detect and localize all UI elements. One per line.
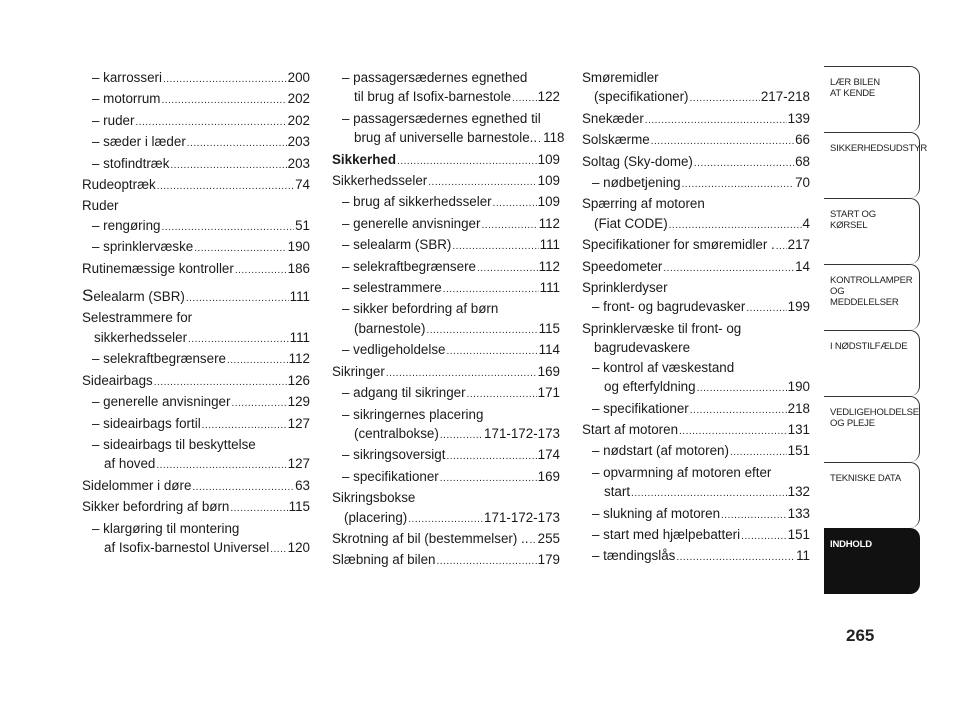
index-entry bbox=[582, 399, 810, 420]
dot-leader bbox=[227, 351, 288, 370]
entry-text: Solskærme bbox=[582, 132, 650, 148]
chapter-tab-label: SIKKERHEDSUDSTYR bbox=[830, 143, 928, 154]
index-entry bbox=[582, 235, 810, 256]
entry-page: 112 bbox=[288, 351, 310, 367]
entry-text: (barnestole) bbox=[354, 320, 426, 336]
entry-page: 126 bbox=[287, 372, 310, 388]
entry-page: 120 bbox=[287, 539, 310, 555]
dot-leader bbox=[477, 259, 538, 278]
dot-leader bbox=[481, 216, 537, 235]
index-entry bbox=[582, 482, 810, 503]
entry-text: – adgang til sikringer bbox=[342, 385, 466, 401]
entry-text: Rudeoptræk bbox=[82, 177, 156, 193]
dot-leader bbox=[721, 506, 787, 525]
chapter-tab[interactable] bbox=[824, 132, 928, 198]
index-entry bbox=[582, 463, 810, 482]
index-entry bbox=[332, 87, 560, 108]
entry-page: 122 bbox=[537, 89, 560, 105]
index-entry bbox=[82, 89, 310, 110]
entry-page: 63 bbox=[295, 477, 310, 493]
entry-text: af hoved bbox=[104, 456, 156, 472]
dot-leader bbox=[440, 469, 537, 488]
entry-text: – vedligeholdelse bbox=[342, 342, 446, 358]
dot-leader bbox=[192, 478, 294, 497]
entry-page: 66 bbox=[795, 132, 810, 148]
dot-leader bbox=[161, 91, 286, 110]
dot-leader bbox=[467, 385, 537, 404]
entry-text: – kontrol af væskestand bbox=[592, 359, 735, 375]
entry-text: – sideairbags fortil bbox=[92, 415, 201, 431]
entry-text: – sikringsoversigt bbox=[342, 447, 446, 463]
entry-page: 218 bbox=[787, 400, 810, 416]
index-entry bbox=[582, 297, 810, 318]
entry-text: (placering) bbox=[344, 509, 408, 525]
entry-text: – motorrum bbox=[92, 91, 161, 107]
dot-leader bbox=[663, 259, 794, 278]
dot-leader bbox=[156, 456, 286, 475]
entry-text: – slukning af motoren bbox=[592, 505, 721, 521]
chapter-tab[interactable] bbox=[824, 528, 920, 594]
entry-text: Selealarm (SBR) bbox=[82, 286, 185, 306]
entry-page: 74 bbox=[295, 177, 310, 193]
dot-leader bbox=[446, 447, 536, 466]
entry-text: Sikringer bbox=[332, 363, 385, 379]
index-entry bbox=[332, 445, 560, 466]
entry-page: 169 bbox=[537, 363, 560, 379]
entry-page: 115 bbox=[288, 499, 310, 515]
entry-text: Selestrammere for bbox=[82, 310, 193, 326]
index-entry bbox=[82, 538, 310, 559]
dot-leader bbox=[730, 443, 787, 462]
dot-leader bbox=[202, 416, 287, 435]
entry-text: (specifikationer) bbox=[594, 89, 689, 105]
dot-leader bbox=[440, 426, 483, 445]
entry-text: Spærring af motoren bbox=[582, 196, 705, 212]
index-entry bbox=[82, 308, 310, 327]
dot-leader bbox=[529, 531, 536, 550]
dot-leader bbox=[194, 239, 286, 258]
entry-text: – rengøring bbox=[92, 217, 161, 233]
entry-text: (centralbokse) bbox=[354, 425, 439, 441]
entry-page: 203 bbox=[287, 155, 310, 171]
entry-page: 111 bbox=[289, 289, 310, 305]
index-entry bbox=[332, 508, 560, 529]
index-column-2 bbox=[332, 68, 565, 572]
index-entry bbox=[332, 235, 560, 256]
entry-text: Soltag (Sky-dome) bbox=[582, 153, 693, 169]
entry-text: – passagersædernes egnethed bbox=[342, 70, 528, 85]
dot-leader bbox=[157, 177, 294, 196]
dot-leader bbox=[741, 527, 787, 546]
chapter-tab-label: LÆR BILEN bbox=[830, 77, 880, 88]
index-entry bbox=[82, 111, 310, 132]
entry-text: – brug af sikkerhedsseler bbox=[342, 194, 492, 210]
index-entry bbox=[582, 338, 810, 357]
entry-page: 179 bbox=[537, 552, 560, 568]
index-entry bbox=[332, 340, 560, 361]
entry-page: 174 bbox=[537, 447, 560, 463]
entry-text: – tændingslås bbox=[592, 548, 676, 564]
index-entry bbox=[82, 237, 310, 258]
index-entry bbox=[332, 488, 560, 507]
entry-page: 190 bbox=[287, 239, 310, 255]
index-entry bbox=[332, 278, 560, 299]
index-entry bbox=[82, 132, 310, 153]
entry-page: 217-218 bbox=[760, 89, 810, 105]
dot-leader bbox=[690, 401, 787, 420]
entry-text: Specifikationer for smøremidler . bbox=[582, 237, 775, 253]
index-entry bbox=[582, 257, 810, 278]
index-entry bbox=[82, 414, 310, 435]
index-entry bbox=[332, 424, 560, 445]
index-entry bbox=[332, 467, 560, 488]
index-entry bbox=[582, 109, 810, 130]
dot-leader bbox=[188, 330, 289, 349]
chapter-tabs bbox=[824, 66, 928, 594]
index-entry bbox=[332, 257, 560, 278]
dot-leader bbox=[186, 289, 289, 308]
chapter-tab-label: I NØDSTILFÆLDE bbox=[830, 341, 908, 352]
entry-text: – nødbetjening bbox=[592, 175, 681, 191]
chapter-tab-label: AT KENDE bbox=[830, 88, 876, 99]
entry-text: Sideairbags bbox=[82, 372, 153, 388]
index-entry bbox=[582, 377, 810, 398]
dot-leader bbox=[493, 194, 537, 213]
entry-text: Sikringsbokse bbox=[332, 490, 416, 506]
index-entry bbox=[82, 497, 310, 518]
entry-page: 171 bbox=[537, 385, 560, 401]
dot-leader bbox=[397, 152, 537, 171]
entry-page: 202 bbox=[287, 91, 310, 107]
entry-page: 4 bbox=[802, 215, 810, 231]
entry-text: og efterfyldning bbox=[604, 379, 696, 395]
index-entry bbox=[582, 278, 810, 297]
entry-page: 203 bbox=[287, 134, 310, 150]
index-entry bbox=[332, 550, 560, 571]
entry-text: – generelle anvisninger bbox=[92, 394, 231, 410]
index-entry bbox=[82, 371, 310, 392]
chapter-tab[interactable] bbox=[824, 264, 920, 330]
index-entry bbox=[82, 259, 310, 280]
entry-page: 111 bbox=[289, 329, 310, 345]
chapter-tab-label: TEKNISKE DATA bbox=[830, 473, 901, 484]
entry-text: – nødstart (af motoren) bbox=[592, 443, 729, 459]
dot-leader bbox=[651, 132, 794, 151]
index-entry bbox=[332, 405, 560, 424]
dot-leader bbox=[746, 299, 786, 318]
entry-text: – sikker befordring af børn bbox=[342, 301, 499, 317]
entry-text: – stofindtræk bbox=[92, 155, 170, 171]
entry-text: Sikker befordring af børn bbox=[82, 499, 230, 515]
chapter-tab[interactable] bbox=[824, 396, 920, 462]
entry-text: Rutinemæssige kontroller bbox=[82, 260, 234, 276]
dot-leader bbox=[436, 552, 536, 571]
entry-text: Speedometer bbox=[582, 258, 663, 274]
entry-text: Start af motoren bbox=[582, 421, 679, 437]
dot-leader bbox=[690, 89, 760, 108]
index-entry bbox=[332, 109, 560, 128]
index-entry bbox=[82, 216, 310, 237]
entry-text: Sprinklervæske til front- og bbox=[582, 320, 742, 336]
entry-text: – passagersædernes egnethed til bbox=[342, 110, 541, 126]
index-entry bbox=[82, 328, 310, 349]
entry-text: Smøremidler bbox=[582, 70, 659, 85]
entry-text: start bbox=[604, 484, 631, 500]
dot-leader bbox=[631, 484, 787, 503]
index-entry bbox=[82, 175, 310, 196]
index-entry bbox=[332, 128, 565, 149]
index-entry bbox=[582, 68, 810, 87]
entry-page: 115 bbox=[538, 320, 560, 336]
entry-page: 112 bbox=[538, 258, 560, 274]
entry-page: 190 bbox=[787, 379, 810, 395]
dot-leader bbox=[135, 113, 286, 132]
entry-page: 139 bbox=[787, 110, 810, 126]
entry-text: – sideairbags til beskyttelse bbox=[92, 436, 256, 452]
index-entry bbox=[332, 529, 560, 550]
entry-text: – selestrammere bbox=[342, 280, 442, 296]
entry-text: sikkerhedsseler bbox=[94, 329, 188, 345]
index-entry bbox=[332, 192, 560, 213]
index-entry bbox=[582, 214, 810, 235]
dot-leader bbox=[161, 218, 294, 237]
dot-leader bbox=[170, 156, 286, 175]
entry-text: – selekraftbegrænsere bbox=[342, 258, 476, 274]
index-entry bbox=[582, 173, 810, 194]
index-entry bbox=[582, 441, 810, 462]
dot-leader bbox=[408, 510, 483, 529]
entry-text: Sprinklerdyser bbox=[582, 280, 668, 296]
dot-leader bbox=[446, 342, 537, 361]
index-entry bbox=[332, 362, 560, 383]
dot-leader bbox=[154, 373, 287, 392]
entry-page: 171-172-173 bbox=[484, 509, 560, 525]
entry-page: 11 bbox=[796, 548, 810, 564]
dot-leader bbox=[163, 70, 287, 89]
entry-page: 199 bbox=[787, 299, 810, 315]
entry-text: – specifikationer bbox=[592, 400, 689, 416]
index-entry bbox=[582, 420, 810, 441]
entry-text: til brug af Isofix-barnestole bbox=[354, 89, 512, 105]
index-entry bbox=[582, 319, 810, 338]
dot-leader bbox=[694, 154, 794, 173]
entry-page: 169 bbox=[537, 468, 560, 484]
entry-text: – selekraftbegrænsere bbox=[92, 351, 226, 367]
dot-leader bbox=[538, 130, 542, 149]
chapter-tab-label: KONTROLLAMPER bbox=[830, 275, 913, 286]
entry-text: Sidelommer i døre bbox=[82, 477, 192, 493]
entry-text: – selealarm (SBR) bbox=[342, 237, 452, 253]
dot-leader bbox=[187, 134, 287, 153]
index-entry bbox=[582, 130, 810, 151]
index-entry bbox=[332, 299, 560, 318]
entry-text: Sikkerhed bbox=[332, 151, 397, 167]
chapter-tab-label: INDHOLD bbox=[830, 539, 872, 550]
index-entry bbox=[332, 150, 560, 171]
dot-leader bbox=[645, 111, 787, 130]
index-entry bbox=[82, 435, 310, 454]
index-column-3 bbox=[582, 68, 810, 568]
index-entry bbox=[82, 392, 310, 413]
chapter-tab-label: OG PLEJE bbox=[830, 418, 875, 429]
entry-page: 111 bbox=[539, 280, 560, 296]
index-entry bbox=[82, 454, 310, 475]
index-entry bbox=[82, 286, 310, 308]
entry-page: 202 bbox=[287, 112, 310, 128]
index-entry bbox=[82, 349, 310, 370]
entry-text: af Isofix-barnestol Universel bbox=[104, 539, 270, 555]
entry-text: – generelle anvisninger bbox=[342, 215, 481, 231]
entry-page: 109 bbox=[537, 173, 560, 189]
index-entry bbox=[332, 319, 560, 340]
index-entry bbox=[582, 504, 810, 525]
chapter-tab-label: OG MEDDELELSER bbox=[830, 286, 899, 308]
entry-page: 131 bbox=[787, 421, 810, 437]
dot-leader bbox=[235, 261, 287, 280]
index-entry bbox=[332, 171, 560, 192]
entry-text: – sprinklervæske bbox=[92, 239, 194, 255]
chapter-tab[interactable] bbox=[824, 66, 920, 132]
entry-text: (Fiat CODE) bbox=[594, 215, 668, 231]
entry-page: 114 bbox=[538, 342, 560, 358]
entry-page: 200 bbox=[287, 70, 310, 85]
index-entry bbox=[332, 214, 560, 235]
entry-page: 151 bbox=[787, 526, 810, 542]
dot-leader bbox=[669, 216, 802, 235]
entry-text: – klargøring til montering bbox=[92, 520, 240, 536]
entry-text: – start med hjælpebatteri bbox=[592, 526, 741, 542]
index-entry bbox=[332, 68, 560, 87]
index-entry bbox=[82, 519, 310, 538]
entry-text: – opvarmning af motoren efter bbox=[592, 464, 772, 480]
index-entry bbox=[582, 546, 810, 567]
index-entry bbox=[82, 68, 310, 89]
dot-leader bbox=[776, 237, 787, 256]
entry-text: Ruder bbox=[82, 198, 119, 214]
index-entry bbox=[82, 196, 310, 215]
entry-page: 186 bbox=[287, 260, 310, 276]
entry-text: – front- og bagrudevasker bbox=[592, 299, 746, 315]
entry-text: – sikringernes placering bbox=[342, 406, 484, 422]
entry-text: Skrotning af bil (bestemmelser) .. bbox=[332, 530, 529, 546]
entry-text: Slæbning af bilen bbox=[332, 552, 436, 568]
entry-page: 129 bbox=[287, 394, 310, 410]
entry-page: 133 bbox=[787, 505, 810, 521]
index-column-1 bbox=[82, 68, 310, 559]
dot-leader bbox=[231, 394, 286, 413]
entry-page: 51 bbox=[295, 217, 310, 233]
entry-text: – specifikationer bbox=[342, 468, 439, 484]
dot-leader bbox=[428, 173, 536, 192]
entry-page: 255 bbox=[537, 530, 560, 546]
entry-page: 127 bbox=[287, 415, 310, 431]
dot-leader bbox=[230, 499, 287, 518]
entry-text: – ruder bbox=[92, 112, 135, 128]
dot-leader bbox=[443, 280, 539, 299]
dot-leader bbox=[270, 540, 286, 559]
entry-page: 151 bbox=[787, 443, 810, 459]
page-number: 265 bbox=[846, 626, 875, 645]
dot-leader bbox=[426, 321, 537, 340]
entry-page: 111 bbox=[539, 237, 560, 253]
dot-leader bbox=[679, 422, 787, 441]
dot-leader bbox=[682, 175, 794, 194]
chapter-tab[interactable] bbox=[824, 462, 920, 528]
entry-page: 112 bbox=[538, 215, 560, 231]
entry-page: 70 bbox=[795, 175, 810, 191]
entry-page: 217 bbox=[787, 237, 810, 253]
index-entry bbox=[582, 358, 810, 377]
entry-page: 118 bbox=[543, 130, 565, 146]
dot-leader bbox=[512, 89, 537, 108]
entry-page: 171-172-173 bbox=[484, 425, 560, 441]
chapter-tab[interactable] bbox=[824, 330, 920, 396]
entry-text: brug af universelle barnestole.. bbox=[354, 130, 538, 146]
dot-leader bbox=[676, 548, 795, 567]
dot-leader bbox=[452, 237, 538, 256]
index-entry bbox=[332, 383, 560, 404]
index-entry bbox=[82, 476, 310, 497]
dot-leader bbox=[386, 364, 537, 383]
entry-text: Sikkerhedsseler bbox=[332, 173, 428, 189]
entry-page: 68 bbox=[795, 153, 810, 169]
entry-text: – karrosseri bbox=[92, 70, 162, 85]
entry-page: 109 bbox=[537, 151, 560, 167]
index-entry bbox=[582, 87, 810, 108]
section-initial: S bbox=[82, 286, 94, 306]
entry-text: Snekæder bbox=[582, 110, 644, 126]
entry-page: 14 bbox=[795, 258, 810, 274]
index-entry bbox=[82, 154, 310, 175]
chapter-tab[interactable] bbox=[824, 198, 920, 264]
entry-page: 127 bbox=[287, 456, 310, 472]
chapter-tab-label: START OG KØRSEL bbox=[830, 209, 876, 231]
index-entry bbox=[582, 525, 810, 546]
entry-text: bagrudevaskere bbox=[594, 340, 691, 356]
entry-text: – sæder i læder bbox=[92, 134, 186, 150]
index-entry bbox=[582, 194, 810, 213]
entry-page: 132 bbox=[787, 484, 810, 500]
chapter-tab-label: VEDLIGEHOLDELSE bbox=[830, 407, 919, 418]
dot-leader bbox=[697, 379, 787, 398]
index-entry bbox=[582, 152, 810, 173]
entry-page: 109 bbox=[537, 194, 560, 210]
